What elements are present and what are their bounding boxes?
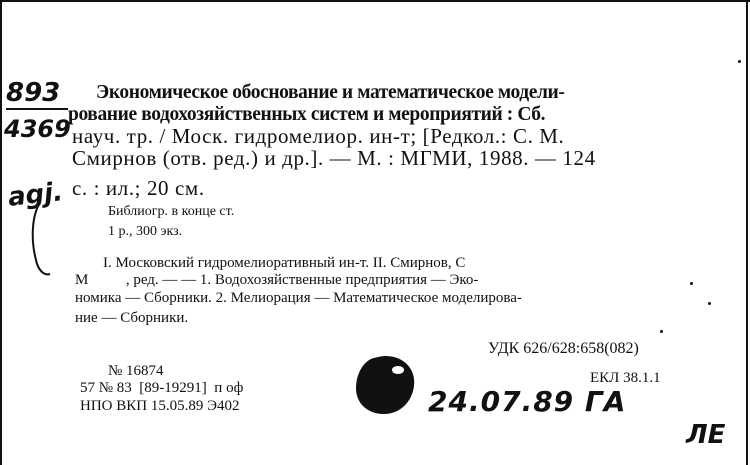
price-print-run-note: 1 р., 300 экз. [108,224,183,239]
shelf-mark-bottom: 4369 [4,115,71,143]
card-border-left [0,0,2,465]
card-number: № 16874 [108,363,164,379]
ink-blot [350,352,420,418]
title-line-1: Экономическое обоснование и математическое модели- [96,82,565,103]
handwritten-date: 24.07.89 ГА [428,385,627,418]
handwritten-initials: agj. [6,177,65,213]
register-line: 57 № 83 [89-19291] п оф [80,380,244,396]
scan-speck [708,302,711,305]
description-line-1: науч. тр. / Моск. гидромелиор. ин-т; [Редкол.: С. М. [72,124,565,148]
tracing-line-4: ние — Сборники. [75,310,189,326]
handwritten-mark: ЛЕ [686,420,726,450]
scan-speck [690,282,693,285]
description-line-2: Смирнов (отв. ред.) и др.]. — М. : МГМИ, 1988. — 124 [72,146,596,170]
bibliography-note: Библиогр. в конце ст. [108,204,235,219]
scan-speck [738,60,741,63]
npo-line: НПО ВКП 15.05.89 Э402 [80,398,240,414]
description-line-3: с. : ил.; 20 см. [72,176,205,200]
handwritten-brace-mark [22,200,62,280]
ekl-code: ЕКЛ 38.1.1 [590,370,661,386]
tracing-line-1: I. Московский гидромелиоративный ин-т. II. Смирнов, С [103,255,466,271]
card-border-top [0,0,750,2]
tracing-line-2: М , ред. — — 1. Водохозяйственные предприятия — Эко- [75,272,479,288]
tracing-line-3: номика — Сборники. 2. Мелиорация — Математическое моделирова- [75,290,522,306]
udc-code: УДК 626/628:658(082) [488,340,639,357]
scan-speck [660,330,663,333]
shelf-mark-top: 893 [6,78,61,108]
title-line-2: рование водохозяйственных систем и мероприятий : Сб. [68,104,546,125]
card-border-right [746,0,748,465]
shelf-mark-divider [6,108,68,110]
